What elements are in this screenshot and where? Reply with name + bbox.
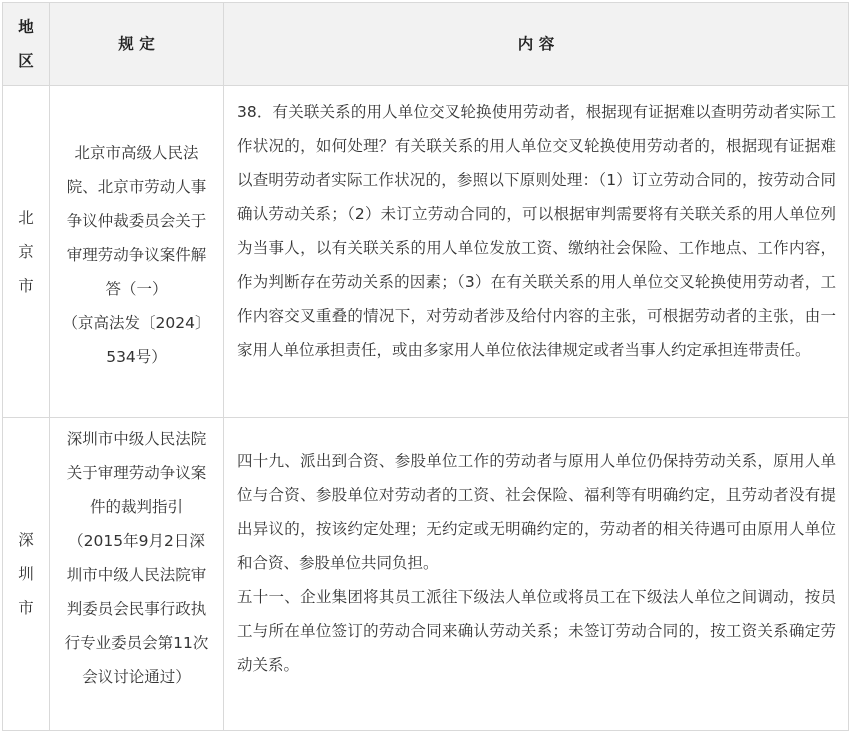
header-region bbox=[3, 3, 50, 86]
table-header-row bbox=[3, 3, 849, 86]
regulation-table bbox=[2, 2, 849, 731]
header-region-char: 地 bbox=[18, 18, 34, 36]
region-char: 市 bbox=[18, 276, 34, 295]
rule-line: 会议讨论通过） bbox=[82, 668, 191, 686]
content-cell bbox=[224, 86, 849, 418]
rule-cell bbox=[50, 86, 224, 418]
rule-line: 圳市中级人民法院审 bbox=[66, 566, 207, 584]
rule-line: 审理劳动争议案件解 bbox=[66, 245, 207, 264]
header-region-char: 区 bbox=[18, 52, 34, 70]
region-char: 市 bbox=[18, 599, 34, 617]
content-cell bbox=[224, 418, 849, 731]
header-content: 内 容 bbox=[224, 3, 849, 86]
region-cell bbox=[3, 418, 50, 731]
region-char: 北 bbox=[18, 208, 34, 227]
table-row-shenzhen bbox=[3, 418, 849, 731]
rule-line: 深圳市中级人民法院 bbox=[66, 430, 207, 448]
rule-line: 判委员会民事行政执 bbox=[66, 600, 207, 618]
rule-cell bbox=[50, 418, 224, 731]
table-row-beijing bbox=[3, 86, 849, 418]
rule-line: 件的裁判指引 bbox=[89, 498, 183, 516]
rule-line: （京高法发〔2024〕 bbox=[62, 313, 211, 332]
region-char: 圳 bbox=[18, 565, 34, 583]
rule-line: 院、北京市劳动人事 bbox=[66, 177, 207, 196]
rule-line: 行专业委员会第11次 bbox=[64, 634, 209, 652]
rule-line: 534号） bbox=[106, 347, 167, 366]
rule-line: 答（一） bbox=[105, 279, 168, 298]
content-paragraph: 四十九、派出到合资、参股单位工作的劳动者与原用人单位仍保持劳动关系，原用人单位与合资、参股单位对劳动者的工资、社会保险、福利等有明确约定，且劳动者没有提出异议的，按该约定处理；无约定或无明确约定的，劳动者的相关待遇可由原用人单位和合资、参股单位共同负担。 bbox=[237, 452, 836, 572]
rule-line: （2015年9月2日深 bbox=[68, 532, 205, 550]
region-char: 京 bbox=[18, 242, 34, 261]
content-paragraph: 38．有关联关系的用人单位交叉轮换使用劳动者，根据现有证据难以查明劳动者实际工作状况的，如何处理？有关联关系的用人单位交叉轮换使用劳动者的，根据现有证据难以查明劳动者实际工作状况的，参照以下原则处理：（1）订立劳动合同的，按劳动合同确认劳动关系；（2）未订立劳动合同的，可以根据审判需要将有关联关系的用人单位列为当事人，以有关联关系的用人单位发放工资、缴纳社会保险、工作地点、工作内容，作为判断存在劳动关系的因素；（3）在有关联关系的用人单位交叉轮换使用劳动者，工作内容交叉重叠的情况下，对劳动者涉及给付内容的主张，可根据劳动者的主张，由一家用人单位承担责任，或由多家用人单位依法律规定或者当事人约定承担连带责任。 bbox=[237, 103, 836, 359]
header-rule: 规 定 bbox=[50, 3, 224, 86]
region-cell bbox=[3, 86, 50, 418]
region-char: 深 bbox=[18, 531, 34, 549]
rule-line: 争议仲裁委员会关于 bbox=[66, 211, 207, 230]
rule-line: 北京市高级人民法 bbox=[74, 143, 199, 162]
content-paragraph: 五十一、企业集团将其员工派往下级法人单位或将员工在下级法人单位之间调动，按员工与所在单位签订的劳动合同来确认劳动关系；未签订劳动合同的，按工资关系确定劳动关系。 bbox=[237, 588, 836, 674]
rule-line: 关于审理劳动争议案 bbox=[66, 464, 207, 482]
